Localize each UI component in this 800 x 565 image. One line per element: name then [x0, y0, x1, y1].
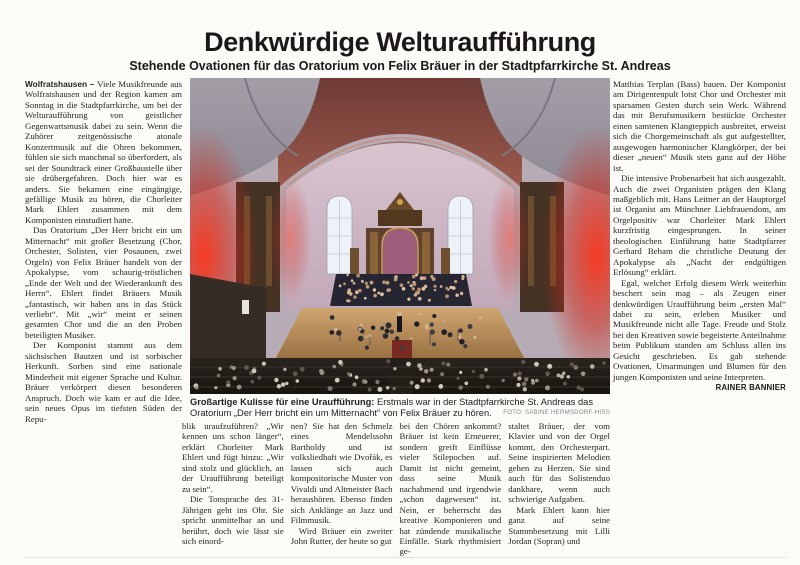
article-headline: Denkwürdige Welturaufführung: [204, 27, 596, 57]
paragraph-text: Viele Musikfreunde aus Wolfratshausen und der Region kamen am Sonntag in die Stadtpfarrkirche, um bei der Welturaufführung von geistlicher Gegenwartsmusik dabei zu sein. Wenn die Zuhörer zeitgenössische atonale Konzertmusik auf die Ohren bekommen, fühlen sie sich manchmal so überfordert, als sei der Soundtrack einer Großbaustelle über sie drübergefahren. Doch hier war es anders. Sie bekamen eine eingängige, gefällige Musik zu hören, die Chorleiter Mark Ehlert zusammen mit dem Komponisten einstudiert hatte.: [25, 79, 182, 225]
caption-lead: Großartige Kulisse für eine Uraufführung:: [190, 397, 375, 407]
paragraph: Matthias Terplan (Bass) bauen. Der Komponist am Dirigentenpult lotst Chor und Orchester mit sparsamen Gesten durch sein Werk. Während das mit Berufsmusikern bestückte Orchester einen samtenen Klangteppich ausbreitet, erweist sich die Chorgemeinschaft als gut aufgestellter, ausgewogen harmonischer Klangkörper, der bei dieser „neuen“ Musik stets ganz auf der Höhe ist.: [613, 79, 786, 173]
paragraph: blik uraufzuführen? „Wir kennen uns schon länger“, erklärt Chorleiter Mark Ehlert und fügt hinzu: „Wir sind stolz und glücklich, an der Uraufführung beteiligt zu sein“.: [182, 421, 284, 494]
church-photo-art: [190, 78, 610, 394]
paragraph: Wird Bräuer ein zweiter John Rutter, der heute so gut: [290, 525, 393, 546]
bottom-columns: [182, 421, 610, 557]
paragraph: Die Tonsprache des 31-Jährigen geht ins Ohr. Sie spricht unmittelbar an und berührt, doch wie lässt sie sich einord-: [182, 494, 284, 546]
paragraph: Das Oratorium „Der Herr bricht ein um Mitternacht“ mit großer Besetzung (Chor, Orchester, Solisten, vier Posaunen, zwei Orgeln) von Felix Bräuer handelt von der Apokalypse, vom schaurig-tröstlichen „Ende der Welt und der Wiederankunft des Herrn“. Ehlert findet Bräuers Musik „fantastisch, wir haben uns in das Stück verliebt“. Mit „wir“ meint er seinen gesamten Chor und die an den Proben beteiligten Musiker.: [25, 225, 182, 340]
photo-credit: FOTO: SABINE HERMSDORF-HISS: [503, 409, 610, 417]
column-right: [613, 79, 786, 394]
column-a: [182, 421, 284, 557]
caption-text: Erstmals war in der Stadtpfarrkirche St. Andreas das Oratorium „Der Herr bricht ein um Mitternacht“ von Felix Bräuer zu hören.: [190, 397, 593, 419]
column-b: [291, 421, 393, 557]
paragraph: [25, 79, 182, 225]
paragraph: Der Komponist stammt aus dem sächsischen Bautzen und ist sorbischer Herkunft. Sorben sind eine nationale Minderheit mit eigener Sprache und Kultur. Bräuer verkörpert diesen besonderen Anspruch. Doch wie kam er auf die Idee, sein neues Opus im tiefsten Süden der Repu-: [25, 340, 182, 424]
church-concert-photo: [190, 78, 610, 394]
paragraph: Die intensive Probenarbeit hat sich ausgezahlt. Auch die zwei Organisten prägen den Klang maßgeblich mit. Hans Leitner an der Hauptorgel ist Organist am Münchner Liebfrauendom, am Orgelpositiv war Chorleiter Mark Ehlert kurzfristig eingesprungen. In seiner theologischen Einführung hatte Stadtpfarrer Gerhard Beham die christliche Deutung der Apokalypse als „Nacht der endgültigen Erlösung“ erklärt.: [613, 173, 786, 278]
paragraph: nen? Sie hat den Schmelz eines Mendelssohn Bartholdy und ist volksliedhaft wie Dvořák, es lassen sich auch kompositorische Muster von Vivaldi und Altmeister Bach heraushören. Ebenso finden sich Anklänge an Jazz und Filmmusik.: [290, 421, 393, 526]
photo-caption: [190, 397, 610, 420]
paragraph: staltet Bräuer, der vom Klavier und von der Orgel kommt, den Orchesterpart. Seine inspirierten Melodien gehen zu Herzen. Sie sind auch für das Solistenduo dankbare, wenn auch schwierige Aufgaben.: [508, 421, 610, 505]
paragraph: [613, 277, 786, 393]
paragraph: Mark Ehlert kann hier ganz auf seine Stammbesetzung mit Lilli Jordan (Sopran) und: [508, 504, 610, 546]
column-left: [25, 79, 182, 424]
paragraph: bei den Chören ankommt? Bräuer ist kein Erneuerer, sondern greift Einflüsse vieler Stilepochen auf. Damit ist nicht gemeint, dass seine Musik nachahmend und irgendwie „schon dagewesen“ ist. Nein, er beherrscht das kreative Komponieren und hat zündende musikalische Einfälle. Stark rhythmisiert ge-: [399, 421, 502, 557]
column-c: [400, 421, 502, 557]
author-byline: RAINER BANNIER: [715, 383, 786, 393]
page-divider: [25, 557, 786, 558]
paragraph-text: Egal, welcher Erfolg diesem Werk weiterhin beschert sein mag – als Zeugen einer denkwürdigen Uraufführung beim „ersten Mal“ dabei zu sein, erleben Musiker und Musikfreunde nicht alle Tage. Freude und Stolz bei den Kreativen sowie begeisterte Anteilnahme beim Publikum standen am Schluss allen ins Gesicht geschrieben. Es gab stehende Ovationen, Umarmungen und Blumen für den jungen Komponisten und seine Interpreten.: [613, 277, 786, 382]
article-subhead: Stehende Ovationen für das Oratorium von Felix Bräuer in der Stadtpfarrkirche St. Andreas: [129, 59, 671, 73]
column-d: [508, 421, 610, 557]
location-lead: Wolfratshausen –: [25, 79, 98, 89]
